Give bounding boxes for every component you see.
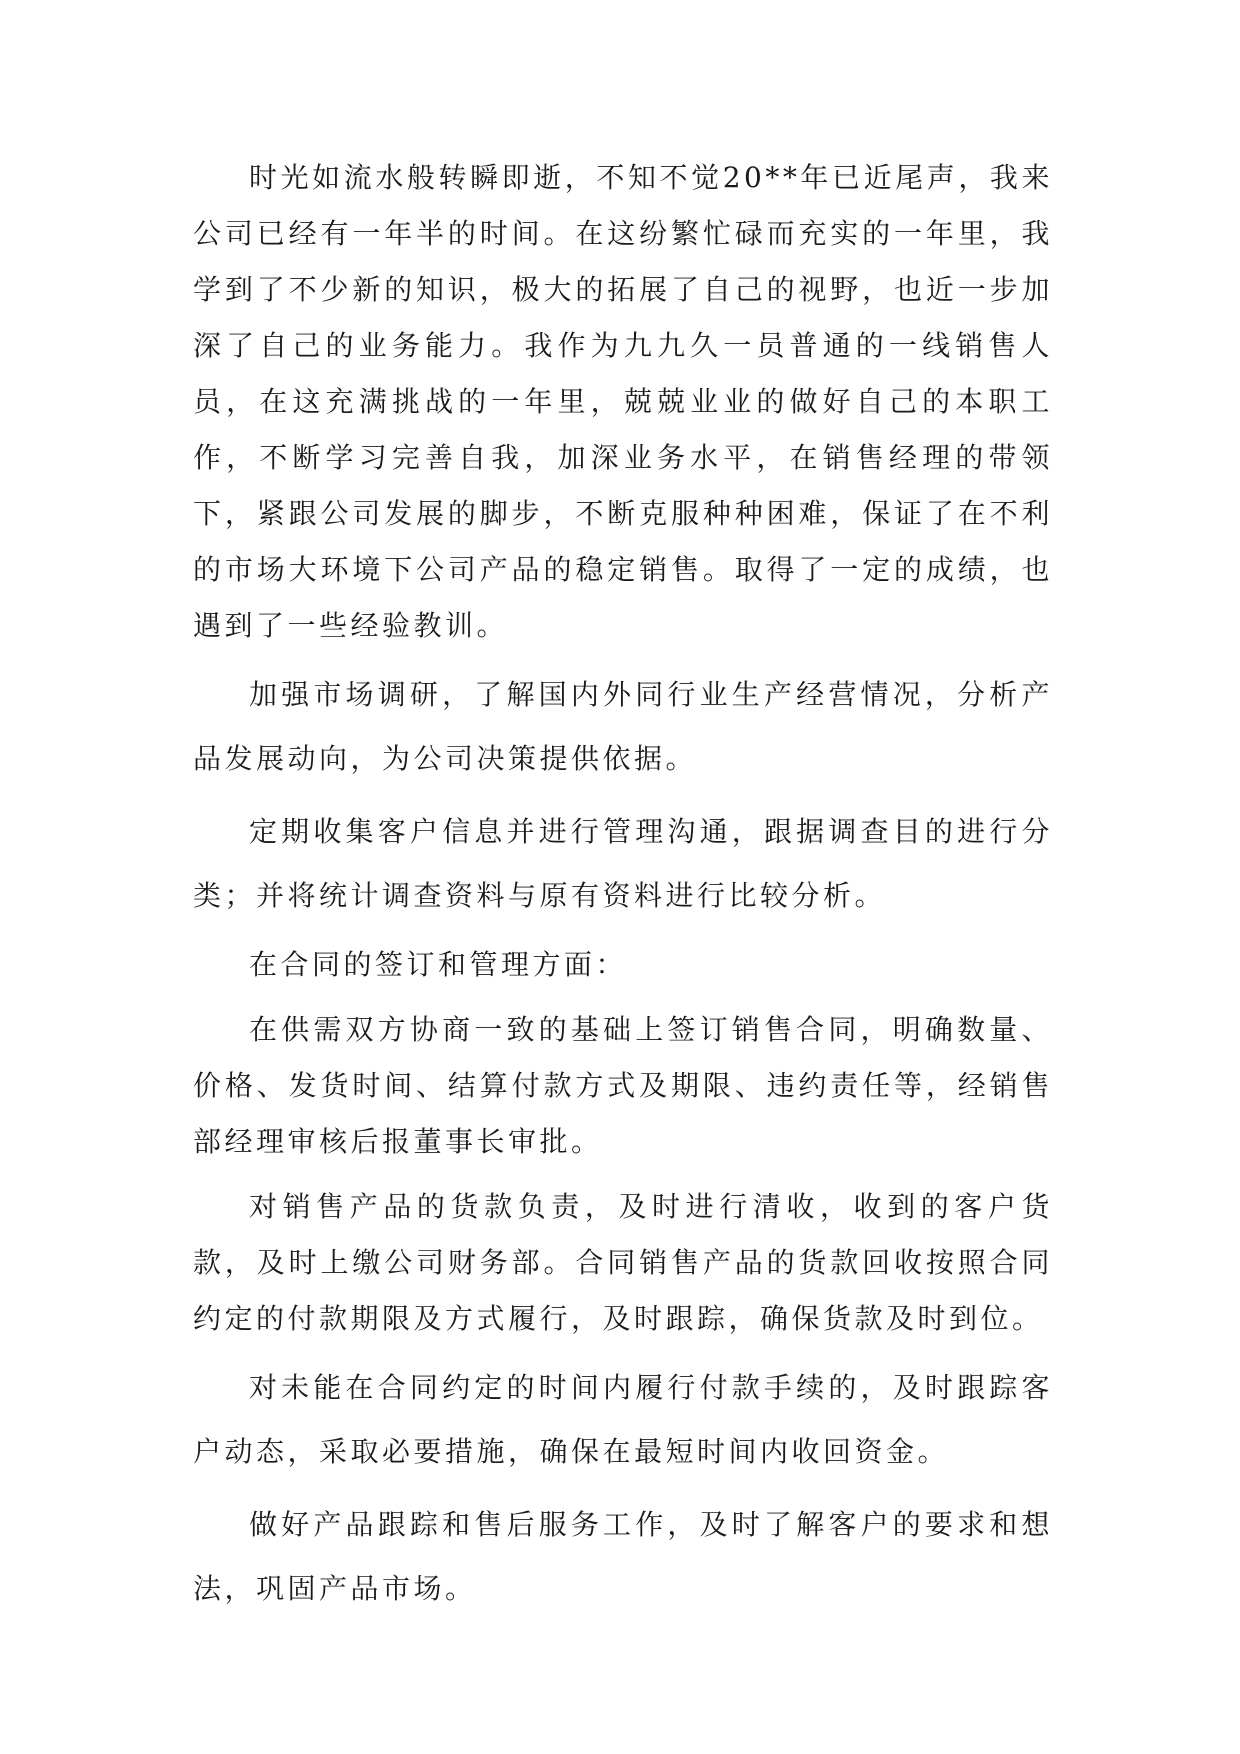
paragraph-payment-collection: 对销售产品的货款负责，及时进行清收，收到的客户货款，及时上缴公司财务部。合同销售产品的货款回收按照合同约定的付款期限及方式履行，及时跟踪，确保货款及时到位。	[193, 1190, 1053, 1335]
paragraph-contract-heading: 在合同的签订和管理方面：	[249, 948, 628, 981]
document-body	[193, 150, 1053, 1621]
paragraph-after-sales: 做好产品跟踪和售后服务工作，及时了解客户的要求和想法，巩固产品市场。	[193, 1508, 1053, 1605]
paragraph-market-research: 加强市场调研，了解国内外同行业生产经营情况，分析产品发展动向，为公司决策提供依据。	[193, 678, 1053, 775]
paragraph-contract-signing: 在供需双方协商一致的基础上签订销售合同，明确数量、价格、发货时间、结算付款方式及期限、违约责任等，经销售部经理审核后报董事长审批。	[193, 1013, 1053, 1158]
paragraph-overdue-payment: 对未能在合同约定的时间内履行付款手续的，及时跟踪客户动态，采取必要措施，确保在最短时间内收回资金。	[193, 1371, 1053, 1468]
paragraph-customer-info: 定期收集客户信息并进行管理沟通，跟据调查目的进行分类；并将统计调查资料与原有资料进行比较分析。	[193, 815, 1053, 912]
paragraph-intro: 时光如流水般转瞬即逝，不知不觉20**年已近尾声，我来公司已经有一年半的时间。在这纷繁忙碌而充实的一年里，我学到了不少新的知识，极大的拓展了自己的视野，也近一步加深了自己的业务能力。我作为九九久一员普通的一线销售人员，在这充满挑战的一年里，兢兢业业的做好自己的本职工作，不断学习完善自我，加深业务水平，在销售经理的带领下，紧跟公司发展的脚步，不断克服种种困难，保证了在不利的市场大环境下公司产品的稳定销售。取得了一定的成绩，也遇到了一些经验教训。	[193, 161, 1053, 642]
